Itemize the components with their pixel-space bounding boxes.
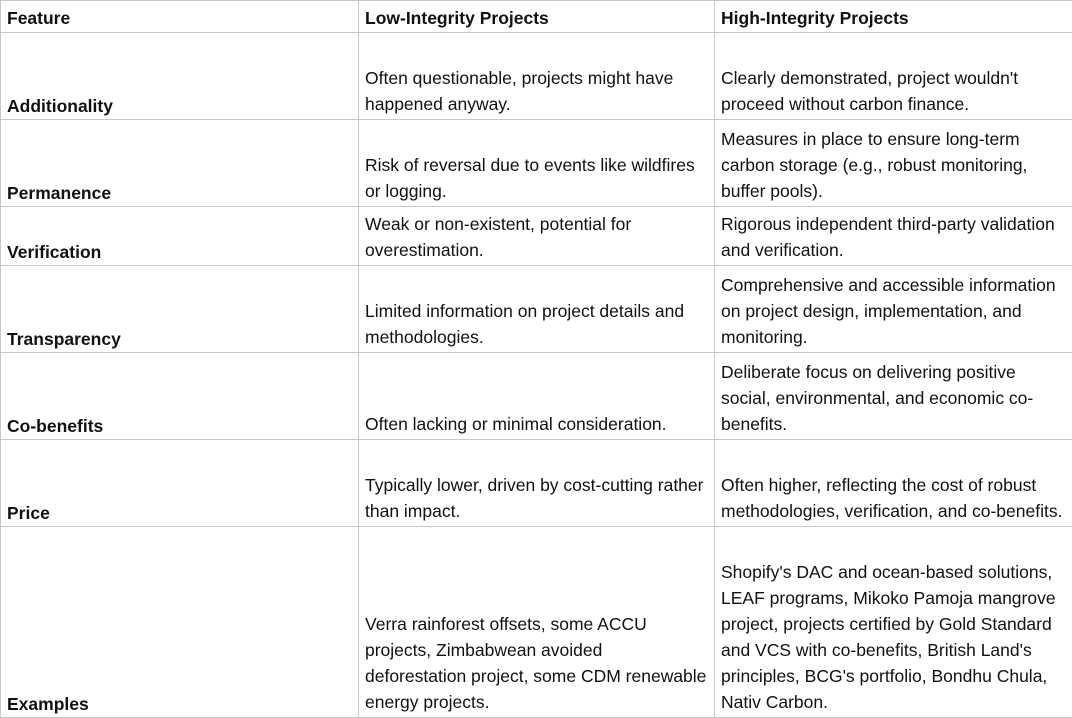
header-feature: Feature [1,1,359,33]
table-row [1,120,1072,207]
high-integrity-cell: Deliberate focus on delivering positive social, environmental, and economic co-benefits. [715,353,1072,440]
feature-cell: Permanence [1,120,359,207]
high-integrity-cell: Comprehensive and accessible information on project design, implementation, and monitoring. [715,266,1072,353]
high-integrity-cell: Shopify's DAC and ocean-based solutions, LEAF programs, Mikoko Pamoja mangrove project, projects certified by Gold Standard and VCS with co-benefits, British Land's principles, BCG's portfolio, Bondhu Chula, Nativ Carbon. [715,527,1072,718]
low-integrity-cell: Often questionable, projects might have happened anyway. [359,33,715,120]
feature-cell: Verification [1,207,359,266]
header-low-integrity: Low-Integrity Projects [359,1,715,33]
header-high-integrity: High-Integrity Projects [715,1,1072,33]
low-integrity-cell: Verra rainforest offsets, some ACCU projects, Zimbabwean avoided deforestation project, some CDM renewable energy projects. [359,527,715,718]
table-row [1,527,1072,718]
high-integrity-cell: Rigorous independent third-party validation and verification. [715,207,1072,266]
table-row [1,207,1072,266]
table-row [1,353,1072,440]
low-integrity-cell: Weak or non-existent, potential for overestimation. [359,207,715,266]
table-row [1,440,1072,527]
feature-cell: Price [1,440,359,527]
high-integrity-cell: Measures in place to ensure long-term carbon storage (e.g., robust monitoring, buffer pools). [715,120,1072,207]
table-row [1,33,1072,120]
table-row [1,266,1072,353]
low-integrity-cell: Limited information on project details and methodologies. [359,266,715,353]
feature-cell: Examples [1,527,359,718]
feature-cell: Transparency [1,266,359,353]
header-row [1,1,1072,33]
high-integrity-cell: Clearly demonstrated, project wouldn't proceed without carbon finance. [715,33,1072,120]
low-integrity-cell: Risk of reversal due to events like wildfires or logging. [359,120,715,207]
low-integrity-cell: Typically lower, driven by cost-cutting rather than impact. [359,440,715,527]
high-integrity-cell: Often higher, reflecting the cost of robust methodologies, verification, and co-benefits. [715,440,1072,527]
low-integrity-cell: Often lacking or minimal consideration. [359,353,715,440]
feature-cell: Additionality [1,33,359,120]
feature-cell: Co-benefits [1,353,359,440]
